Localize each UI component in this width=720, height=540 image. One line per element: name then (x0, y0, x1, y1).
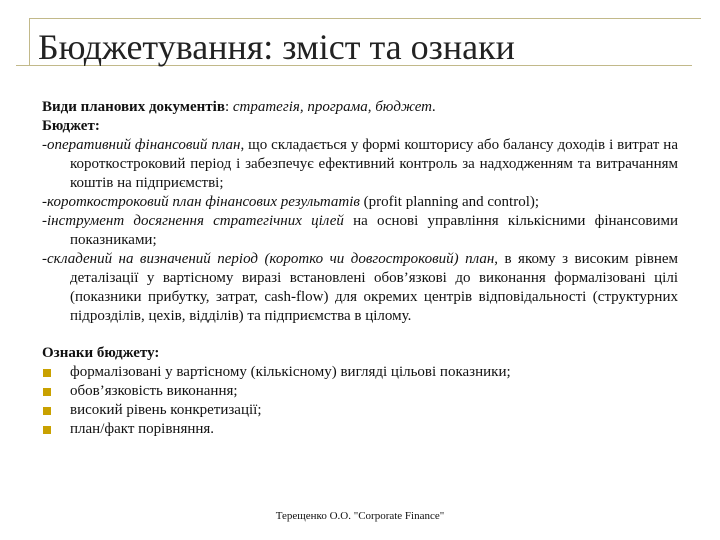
budget-def-item (42, 193, 678, 212)
plan-docs-sep: : (224, 99, 233, 115)
spacer (42, 326, 678, 344)
list-item (42, 363, 678, 382)
list-item (42, 401, 678, 420)
square-bullet-icon (43, 369, 51, 377)
list-item-text: обов’язковість виконання; (70, 383, 238, 399)
square-bullet-icon (43, 426, 51, 434)
budget-def-term: -інструмент досягнення стратегічних цілей (42, 213, 344, 229)
title-frame-vertical (29, 18, 30, 66)
list-item-text: формалізовані у вартісному (кількісному) вигляді цільові показники; (70, 364, 511, 380)
budget-def-item (42, 136, 678, 193)
list-item-text: високий рівень конкретизації; (70, 402, 262, 418)
plan-docs-list: стратегія, програма, бюджет. (232, 99, 436, 115)
budget-def-item (42, 212, 678, 250)
budget-def-text: на основі управління кількісними фінансовими показниками; (70, 213, 678, 248)
budget-def-term: -оперативний фінансовий план (42, 137, 241, 153)
signs-list (42, 363, 678, 439)
list-item (42, 382, 678, 401)
plan-docs-line (42, 98, 678, 117)
budget-def-text: , що складається у формі кошторису або балансу доходів і витрат на короткостроковий період і забезпечує ефективний контроль за надходженням та витрачанням коштів на підприємстві; (70, 137, 678, 191)
budget-def-item (42, 250, 678, 326)
budget-def-text: , в якому з високим рівнем деталізації у вартісному виразі встановлені обов’язкові до виконання формалізовані цілі (показники прибутку, затрат, cash-flow) для окремих центрів відповідальності (структурних підрозділів, цехів, відділів) та підприємства в цілому. (70, 251, 678, 324)
slide-footer: Терещенко О.О. "Corporate Finance" (275, 510, 445, 522)
signs-label: Ознаки бюджету: (42, 345, 160, 361)
list-item (42, 420, 678, 439)
plan-docs-label: Види планових документів (42, 99, 225, 115)
slide-title: Бюджетування: зміст та ознаки (38, 27, 515, 67)
slide-content (42, 98, 678, 439)
list-item-text: план/факт порівняння. (70, 421, 215, 437)
square-bullet-icon (43, 407, 51, 415)
square-bullet-icon (43, 388, 51, 396)
budget-def-text: (profit planning and control); (359, 194, 540, 210)
budget-def-term: -складений на визначений період (коротко чи довгостроковий) план (42, 251, 495, 267)
budget-label: Бюджет: (42, 118, 100, 134)
budget-def-term: -короткостроковий план фінансових результатів (42, 194, 360, 210)
title-frame-top (29, 18, 701, 19)
